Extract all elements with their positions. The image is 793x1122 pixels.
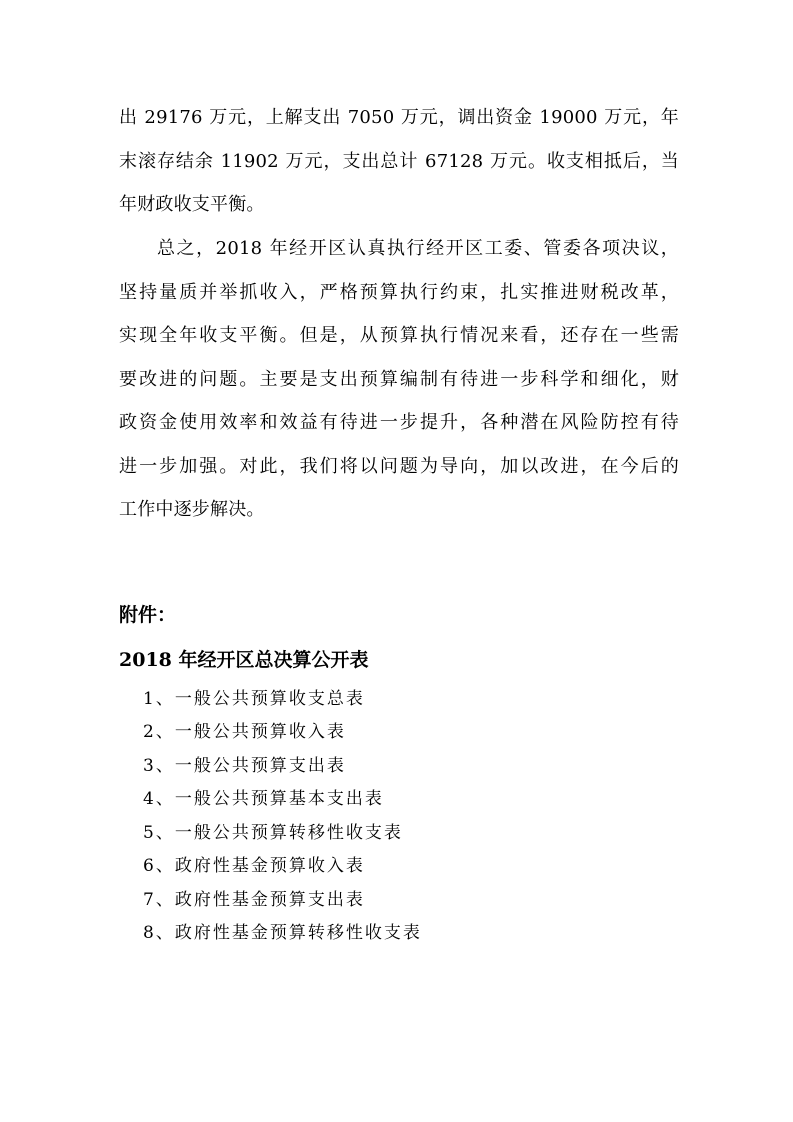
paragraph-1-line-2: 末滚存结余 11902 万元，支出总计 67128 万元。收支相抵后，当 [119,151,679,172]
attachment-list-item-7: 7、政府性基金预算支出表 [143,890,365,910]
paragraph-2-line-4: 要改进的问题。主要是支出预算编制有待进一步科学和细化，财 [119,369,679,390]
paragraph-1-line-1: 出 29176 万元，上解支出 7050 万元，调出资金 19000 万元，年 [119,107,679,128]
paragraph-2-line-1: 总之，2018 年经开区认真执行经开区工委、管委各项决议， [157,238,679,259]
paragraph-2-line-3: 实现全年收支平衡。但是，从预算执行情况来看，还存在一些需 [119,325,679,346]
paragraph-2-line-7: 工作中逐步解决。 [119,499,265,520]
paragraph-1-line-3: 年财政收支平衡。 [119,194,265,215]
paragraph-2-line-2: 坚持量质并举抓收入，严格预算执行约束，扎实推进财税改革， [119,282,679,303]
attachment-list-item-8: 8、政府性基金预算转移性收支表 [143,923,422,943]
paragraph-2-line-6: 进一步加强。对此，我们将以问题为导向，加以改进，在今后的 [119,456,679,477]
paragraph-2-line-5: 政资金使用效率和效益有待进一步提升，各种潜在风险防控有待 [119,412,679,433]
attachment-list-item-5: 5、一般公共预算转移性收支表 [143,823,403,843]
attachment-list-item-2: 2、一般公共预算收入表 [143,722,346,742]
attachment-list-item-4: 4、一般公共预算基本支出表 [143,789,384,809]
attachment-list-item-6: 6、政府性基金预算收入表 [143,856,365,876]
attachment-list-item-3: 3、一般公共预算支出表 [143,756,346,776]
attachment-title: 2018 年经开区总决算公开表 [119,649,369,671]
attachment-list-item-1: 1、一般公共预算收支总表 [143,689,365,709]
attachment-label: 附件： [119,604,177,626]
